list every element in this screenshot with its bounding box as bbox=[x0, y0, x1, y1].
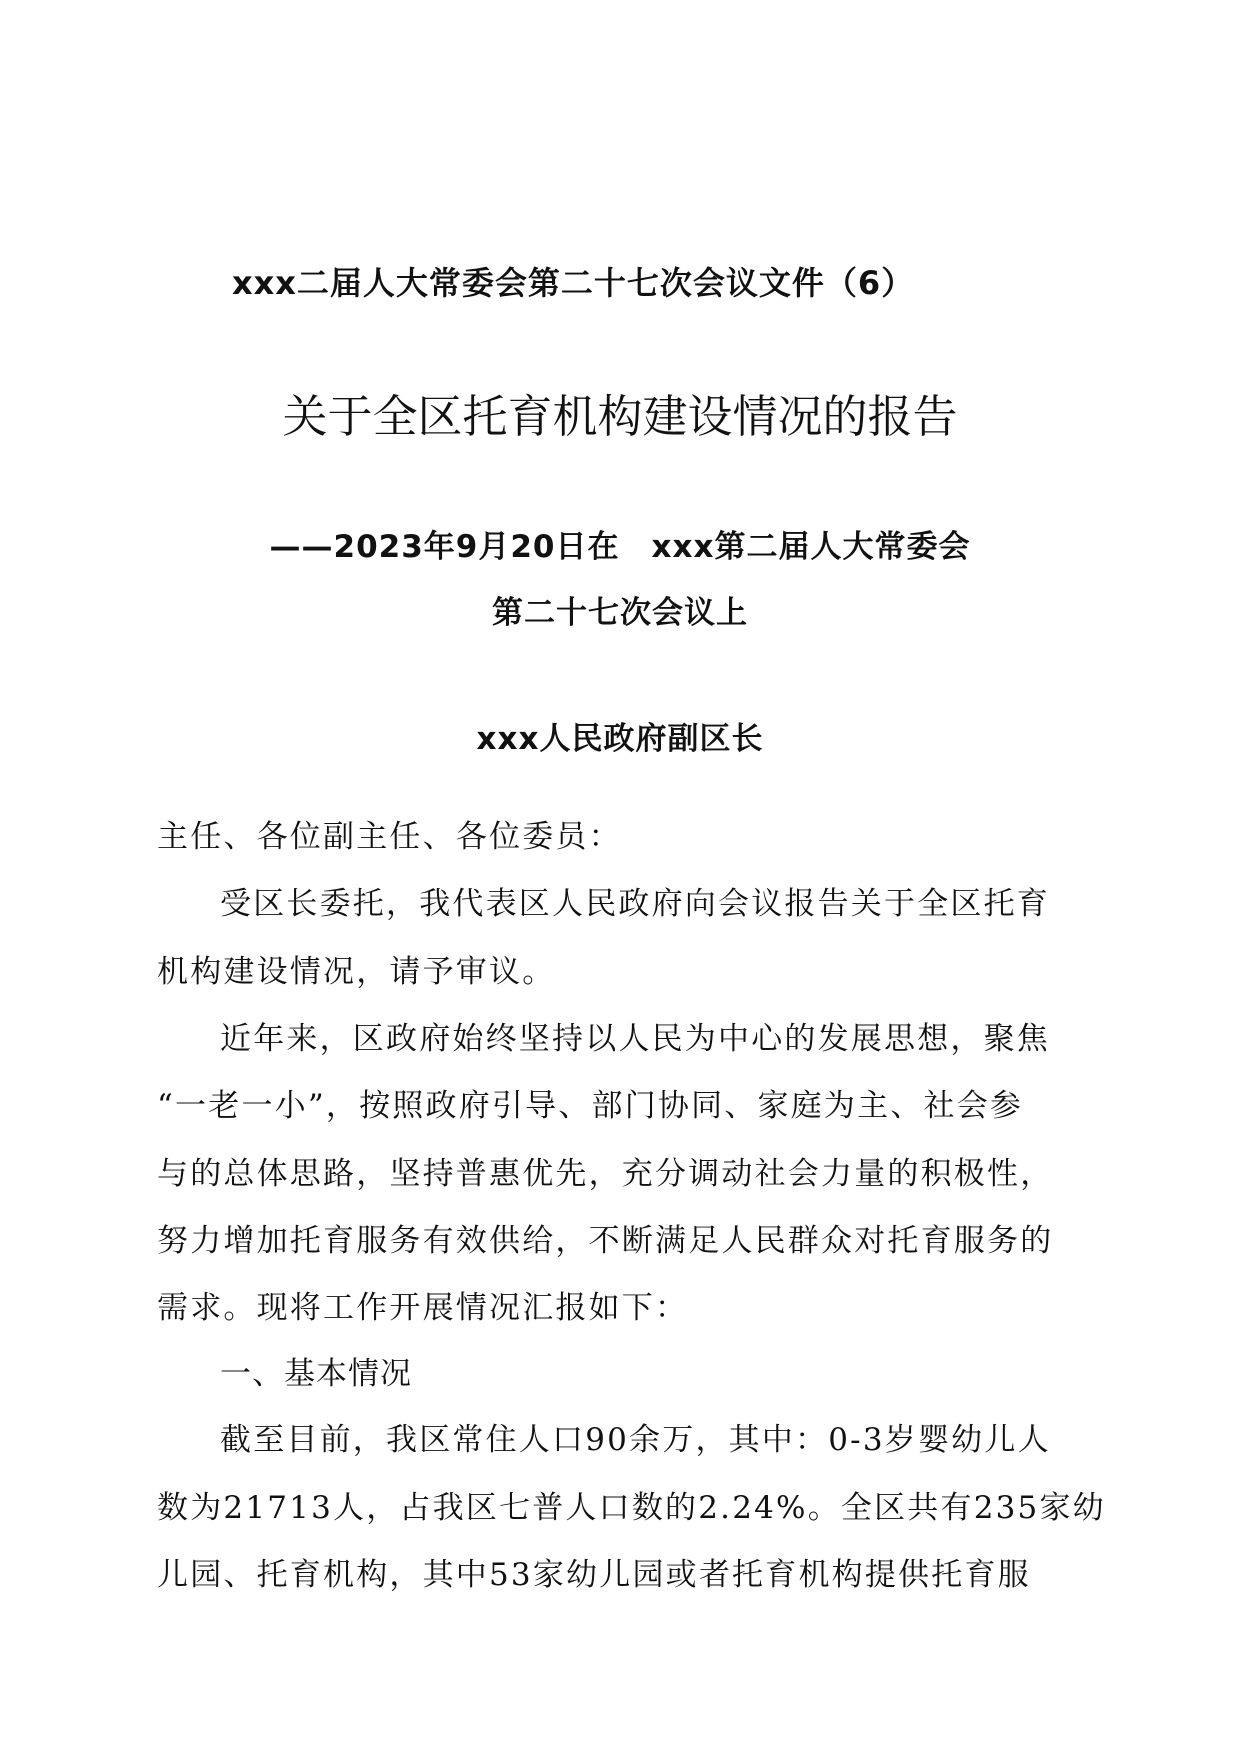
speaker-title: xxx人民政府副区长 bbox=[476, 721, 764, 757]
subtitle-line-1: ——2023年9月20日在 xxx第二届人大常委会 bbox=[269, 529, 971, 565]
paragraph-line: 机构建设情况，请予审议。 bbox=[157, 954, 556, 990]
section-line: 儿园、托育机构，其中53家幼儿园或者托育机构提供托育服 bbox=[157, 1557, 1031, 1593]
paragraph-line: 努力增加托育服务有效供给，不断满足人民群众对托育服务的 bbox=[157, 1223, 1054, 1259]
paragraph-line: “一老一小”，按照政府引导、部门协同、家庭为主、社会参 bbox=[157, 1088, 1024, 1124]
subtitle-line-2: 第二十七次会议上 bbox=[492, 595, 748, 631]
paragraph-line: 与的总体思路，坚持普惠优先，充分调动社会力量的积极性， bbox=[157, 1156, 1054, 1192]
paragraph-line: 需求。现将工作开展情况汇报如下： bbox=[157, 1290, 689, 1326]
salutation: 主任、各位副主任、各位委员： bbox=[157, 819, 622, 855]
paragraph-line: 近年来，区政府始终坚持以人民为中心的发展思想，聚焦 bbox=[220, 1021, 1050, 1057]
section-line: 数为21713人，占我区七普人口数的2.24%。全区共有235家幼 bbox=[157, 1490, 1106, 1526]
paragraph-line: 受区长委托，我代表区人民政府向会议报告关于全区托育 bbox=[220, 886, 1050, 922]
section-line: 截至目前，我区常住人口90余万，其中：0-3岁婴幼儿人 bbox=[220, 1422, 1051, 1458]
section-heading: 一、基本情况 bbox=[220, 1356, 412, 1392]
page-title: 关于全区托育机构建设情况的报告 bbox=[282, 390, 958, 443]
document-number: xxx二届人大常委会第二十七次会议文件（6） bbox=[232, 264, 915, 302]
